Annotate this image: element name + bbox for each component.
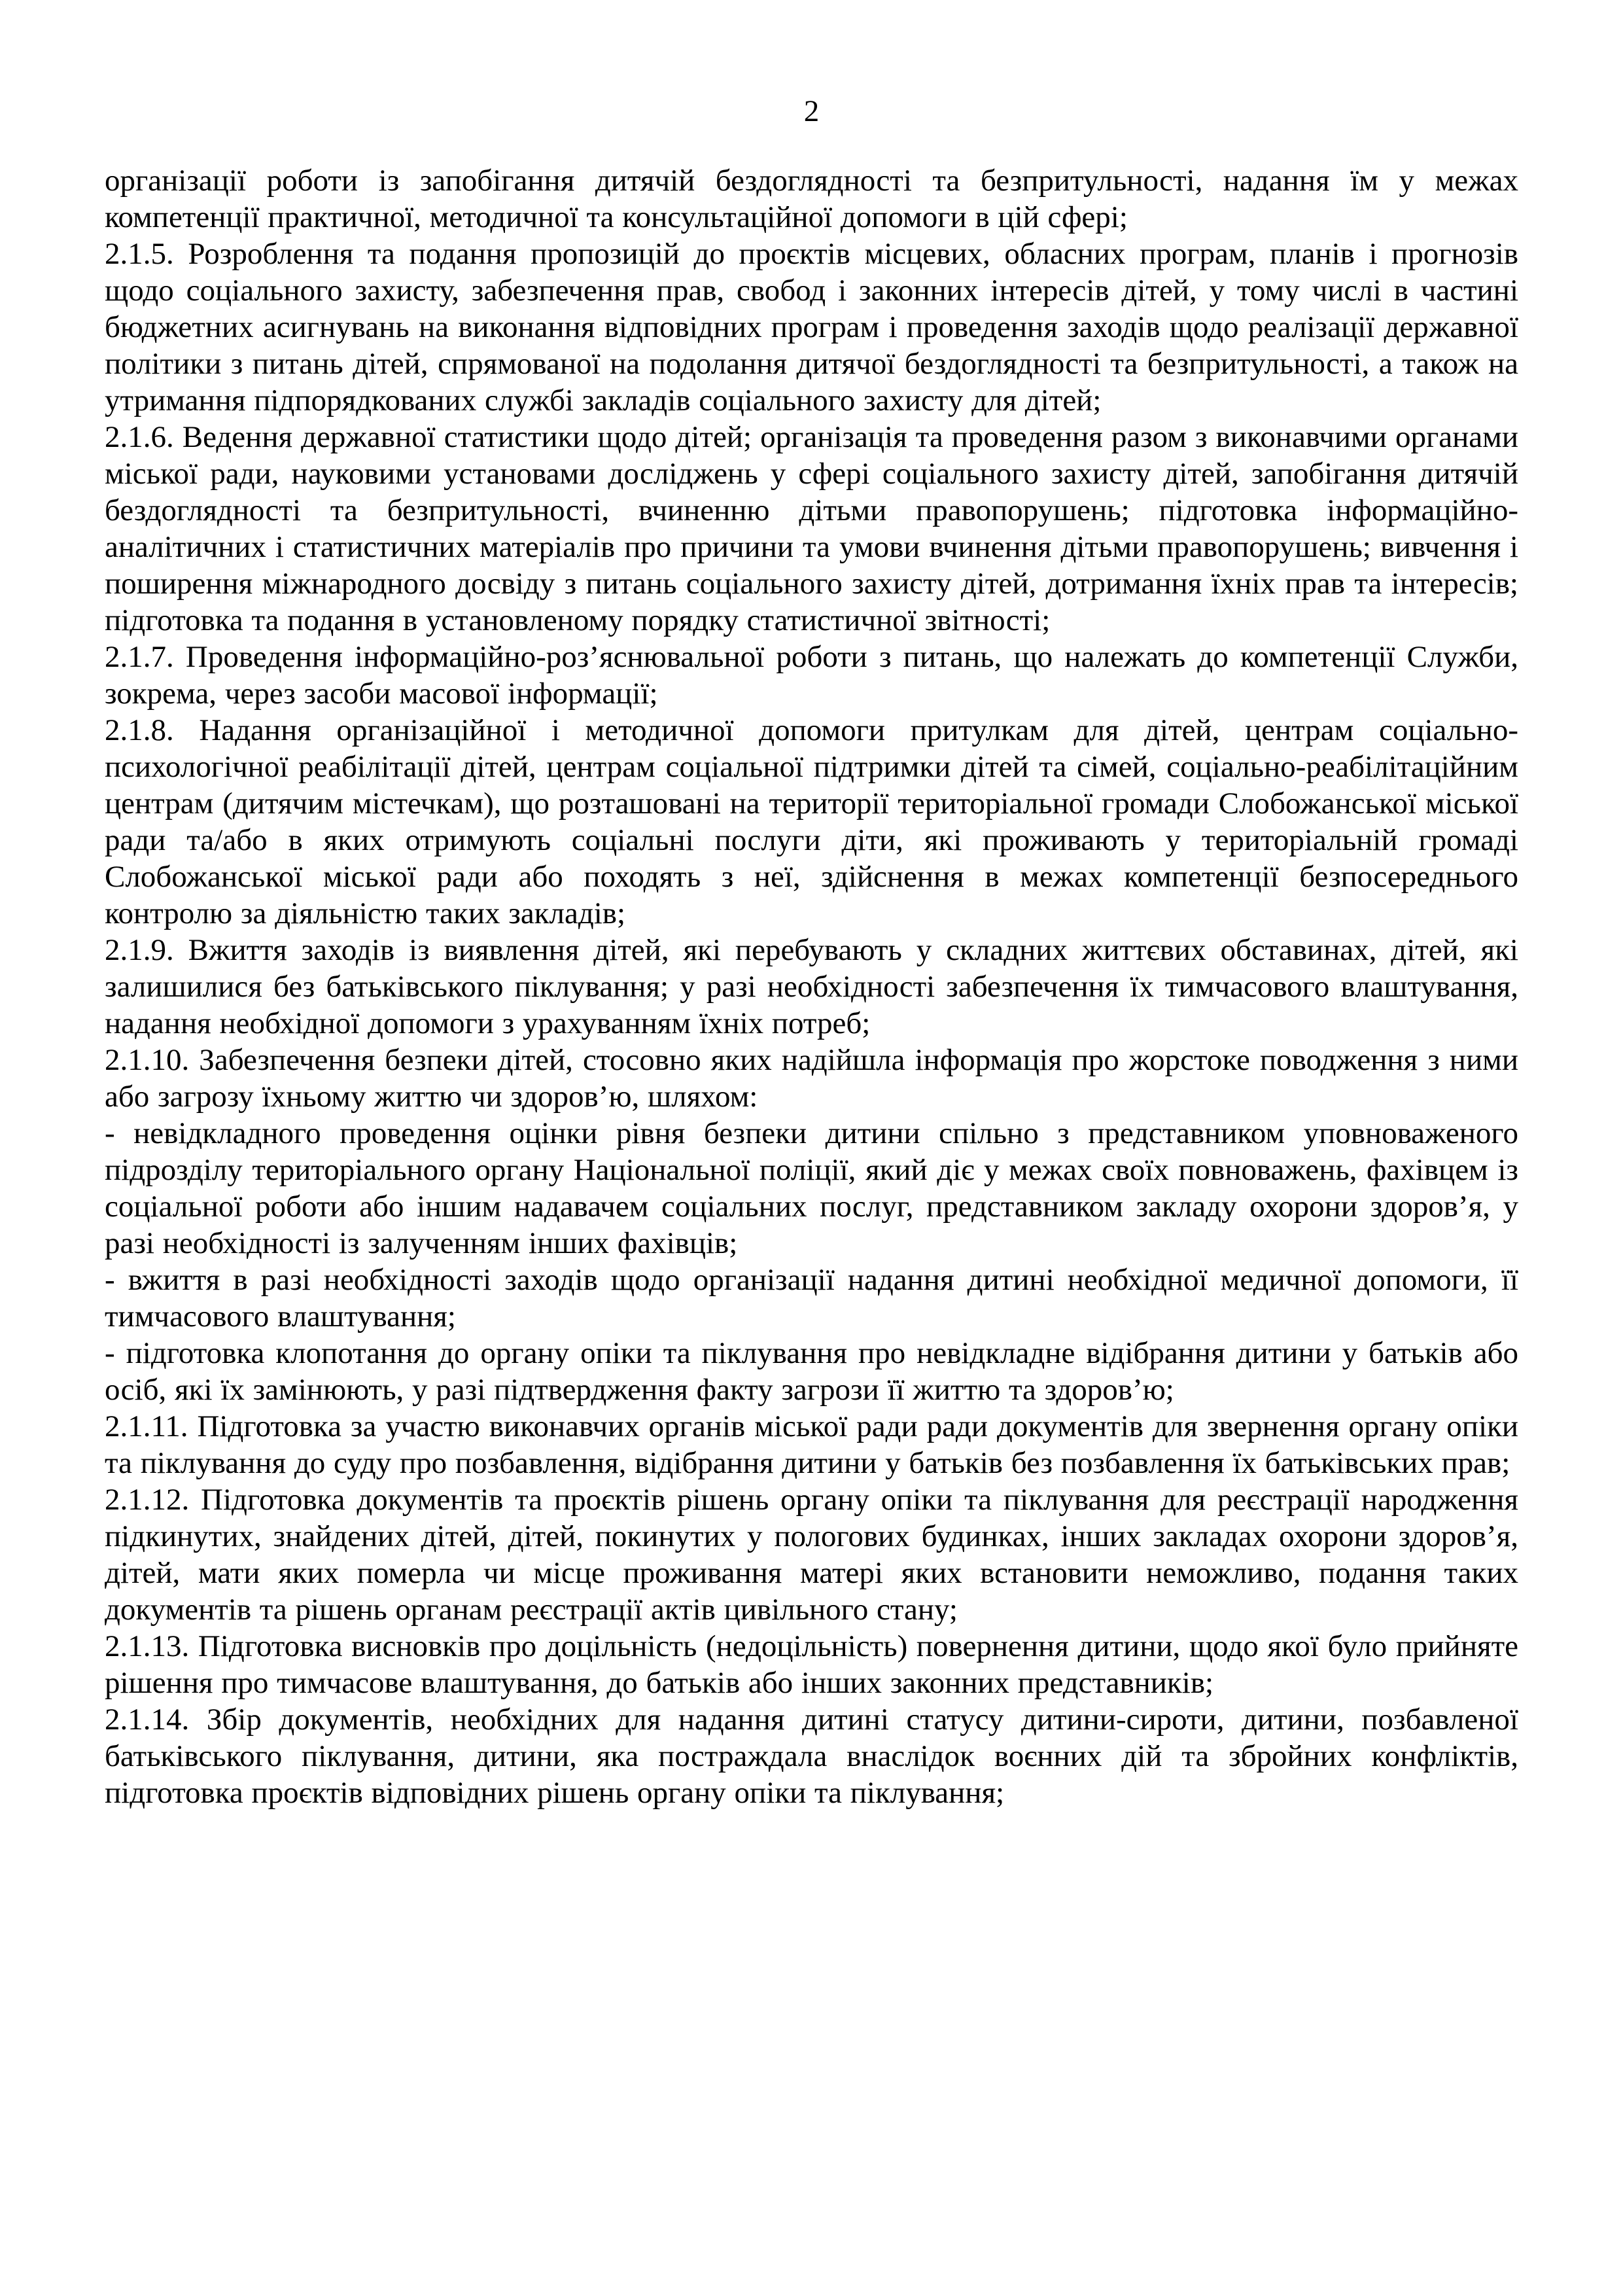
paragraph-dash-item-2: - вжиття в разі необхідності заходів щодо організації надання дитині необхідної медичної допомоги, її тимчасового влаштування;	[105, 1263, 1518, 1333]
paragraph-2-1-8: 2.1.8. Надання організаційної і методичної допомоги притулкам для дітей, центрам соціально-психологічної реабілітації дітей, центрам соціальної підтримки дітей та сімей, соціально-реабілітаційним центрам (дитячим містечкам), що розташовані на території територіальної громади Слобожанської міської ради та/або в яких отримують соціальні послуги діти, які проживають у територіальній громаді Слобожанської міської ради або походять з неї, здійснення в межах компетенції безпосереднього контролю за діяльністю таких закладів;	[105, 713, 1518, 930]
paragraph-2-1-14: 2.1.14. Збір документів, необхідних для надання дитині статусу дитини-сироти, дитини, позбавленої батьківського піклування, дитини, яка постраждала внаслідок воєнних дій та збройних конфліктів, підготовка проєктів відповідних рішень органу опіки та піклування;	[105, 1703, 1518, 1810]
paragraph-2-1-5: 2.1.5. Розроблення та подання пропозицій до проєктів місцевих, обласних програм, планів і прогнозів щодо соціального захисту, забезпечення прав, свобод і законних інтересів дітей, у тому числі в частині бюджетних асигнувань на виконання відповідних програм і проведення заходів щодо реалізації державної політики з питань дітей, спрямованої на подолання дитячої бездоглядності та безпритульності, а також на утримання підпорядкованих службі закладів соціального захисту для дітей;	[105, 237, 1518, 417]
paragraph-dash-item-3: - підготовка клопотання до органу опіки та піклування про невідкладне відібрання дитини у батьків або осіб, які їх замінюють, у разі підтвердження факту загрози її життю та здоров’ю;	[105, 1336, 1518, 1407]
paragraph-2-1-12: 2.1.12. Підготовка документів та проєктів рішень органу опіки та піклування для реєстрації народження підкинутих, знайдених дітей, дітей, покинутих у пологових будинках, інших закладах охорони здоров’я, дітей, мати яких померла чи місце проживання матері яких встановити неможливо, подання таких документів та рішень органам реєстрації актів цивільного стану;	[105, 1483, 1518, 1627]
paragraph-2-1-11: 2.1.11. Підготовка за участю виконавчих органів міської ради ради документів для звернення органу опіки та піклування до суду про позбавлення, відібрання дитини у батьків без позбавлення їх батьківських прав;	[105, 1409, 1518, 1480]
paragraph-2-1-7: 2.1.7. Проведення інформаційно-роз’яснювальної роботи з питань, що належать до компетенції Служби, зокрема, через засоби масової інформації;	[105, 640, 1518, 711]
page-number: 2	[803, 94, 820, 128]
paragraph-2-1-9: 2.1.9. Вжиття заходів із виявлення дітей, які перебувають у складних життєвих обставинах, дітей, які залишилися без батьківського піклування; у разі необхідності забезпечення їх тимчасового влаштування, надання необхідної допомоги з урахуванням їхніх потреб;	[105, 933, 1518, 1040]
paragraph-2-1-10: 2.1.10. Забезпечення безпеки дітей, стосовно яких надійшла інформація про жорстоке поводження з ними або загрозу їхньому життю чи здоров’ю, шляхом:	[105, 1043, 1518, 1114]
paragraph-2-1-6: 2.1.6. Ведення державної статистики щодо дітей; організація та проведення разом з виконавчими органами міської ради, науковими установами досліджень у сфері соціального захисту дітей, запобігання дитячій бездоглядності та безпритульності, вчиненню дітьми правопорушень; підготовка інформаційно-аналітичних і статистичних матеріалів про причини та умови вчинення дітьми правопорушень; вивчення і поширення міжнародного досвіду з питань соціального захисту дітей, дотримання їхніх прав та інтересів; підготовка та подання в установленому порядку статистичної звітності;	[105, 420, 1518, 637]
paragraph-2-1-13: 2.1.13. Підготовка висновків про доцільність (недоцільність) повернення дитини, щодо якої було прийняте рішення про тимчасове влаштування, до батьків або інших законних представників;	[105, 1629, 1518, 1700]
document-body	[105, 162, 1518, 1811]
paragraph-continuation: організації роботи із запобігання дитячій бездоглядності та безпритульності, надання їм у межах компетенції практичної, методичної та консультаційної допомоги в цій сфері;	[105, 164, 1518, 234]
paragraph-dash-item-1: - невідкладного проведення оцінки рівня безпеки дитини спільно з представником уповноваженого підрозділу територіального органу Національної поліції, який діє у межах своїх повноважень, фахівцем із соціальної роботи або іншим надавачем соціальних послуг, представником закладу охорони здоров’я, у разі необхідності із залученням інших фахівців;	[105, 1116, 1518, 1260]
